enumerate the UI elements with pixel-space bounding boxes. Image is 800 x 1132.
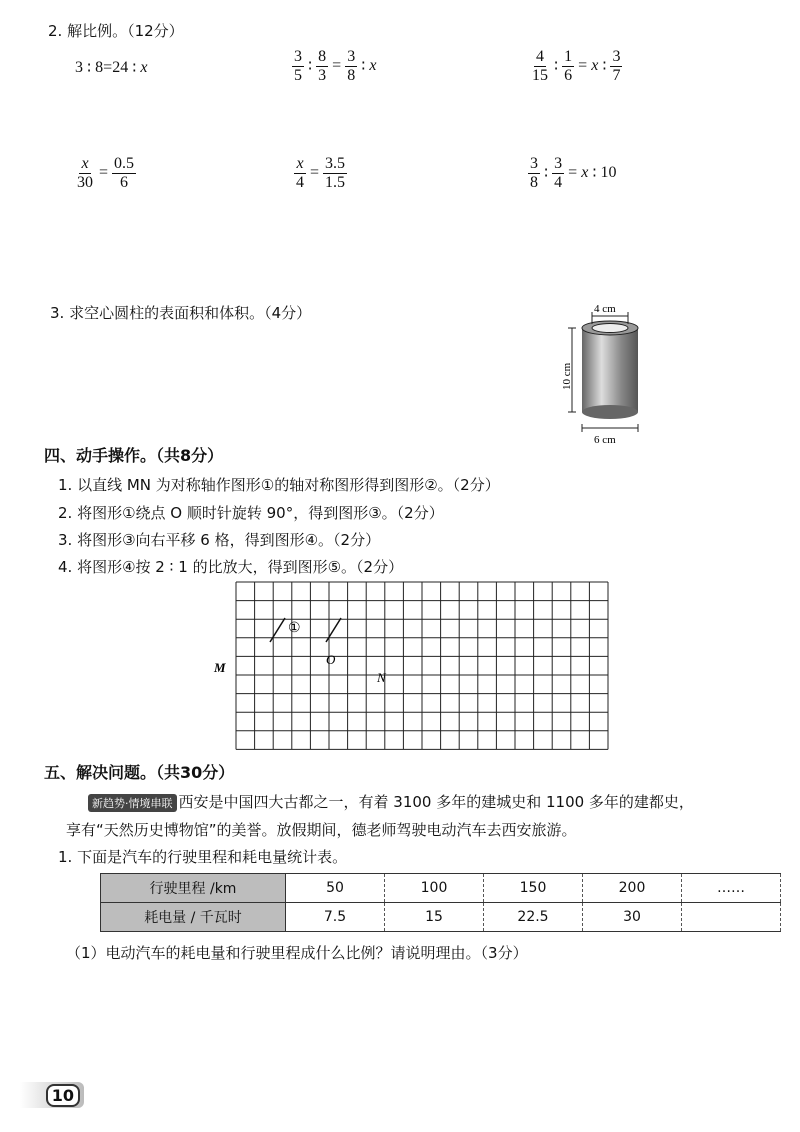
mileage-table [100,873,781,932]
section4-item-2: 2. 将图形①绕点 O 顺时针旋转 90°，得到图形③。（2分） [58,504,444,522]
shape-1-label: ① [288,620,301,636]
cylinder-side-label: 10 cm [561,362,573,390]
page-number-tab [20,1082,84,1108]
table-cell: 200 [583,874,682,903]
cylinder-top-label: 4 cm [594,303,616,315]
q3-title: 3. 求空心圆柱的表面积和体积。（4分） [50,304,312,322]
table-row [101,903,781,932]
table-row-head: 耗电量 / 千瓦时 [101,903,286,932]
equation-4: $\frac{x}{30}$ = $\frac{0.5}{6}$ [77,155,135,191]
point-n-label: N [377,670,386,685]
section4-item-3: 3. 将图形③向右平移 6 格，得到图形④。（2分） [58,531,381,549]
table-cell [682,903,781,932]
section4-item-1: 1. 以直线 MN 为对称轴作图形①的轴对称图形得到图形②。（2分） [58,476,500,494]
grid-figure [210,578,610,760]
table-cell: 7.5 [286,903,385,932]
table-cell: 150 [484,874,583,903]
table-row-head: 行驶里程 /km [101,874,286,903]
cylinder-bottom-label: 6 cm [594,434,616,446]
equation-6: $\frac{3}{8}$ ∶ $\frac{3}{4}$ = x ∶ 10 [530,155,617,191]
table-cell: 50 [286,874,385,903]
table-cell: …… [682,874,781,903]
intro-line-1: 新趋势·情境串联 西安是中国四大古都之一，有着 3100 多年的建城史和 1100 多年的建都史， [88,791,694,812]
section5-title: 五、解决问题。（共30分） [44,763,235,782]
equation-2: $\frac{3}{5}$ ∶ $\frac{8}{3}$ = $\frac{3}{8}$ ∶ x [294,48,377,84]
equation-3: $\frac{4}{15}$ ∶ $\frac{1}{6}$ = x ∶ $\frac{3}{7}$ [532,48,621,84]
table-cell: 22.5 [484,903,583,932]
equation-1: 3 ∶ 8=24 ∶ x [75,59,148,77]
point-m-label: M [214,660,226,675]
sub-question-1: （1）电动汽车的耗电量和行驶里程成什么比例？请说明理由。（3分） [66,944,528,962]
point-o-label: O [326,652,336,667]
table-row [101,874,781,903]
table-cell: 100 [385,874,484,903]
equation-5: $\frac{x}{4}$ = $\frac{3.5}{1.5}$ [296,155,346,191]
table-cell: 30 [583,903,682,932]
new-trend-badge: 新趋势·情境串联 [88,794,177,812]
q2-title: 2. 解比例。（12分） [48,22,184,40]
hollow-cylinder-figure [560,298,650,448]
intro-line-2: 享有“天然历史博物馆”的美誉。放假期间，德老师驾驶电动汽车去西安旅游。 [66,821,577,839]
table-cell: 15 [385,903,484,932]
section4-item-4: 4. 将图形④按 2 ∶ 1 的比放大，得到图形⑤。（2分） [58,558,404,576]
page-number: 10 [46,1084,80,1107]
section4-title: 四、动手操作。（共8分） [44,446,224,465]
q1-text: 1. 下面是汽车的行驶里程和耗电量统计表。 [58,848,348,866]
